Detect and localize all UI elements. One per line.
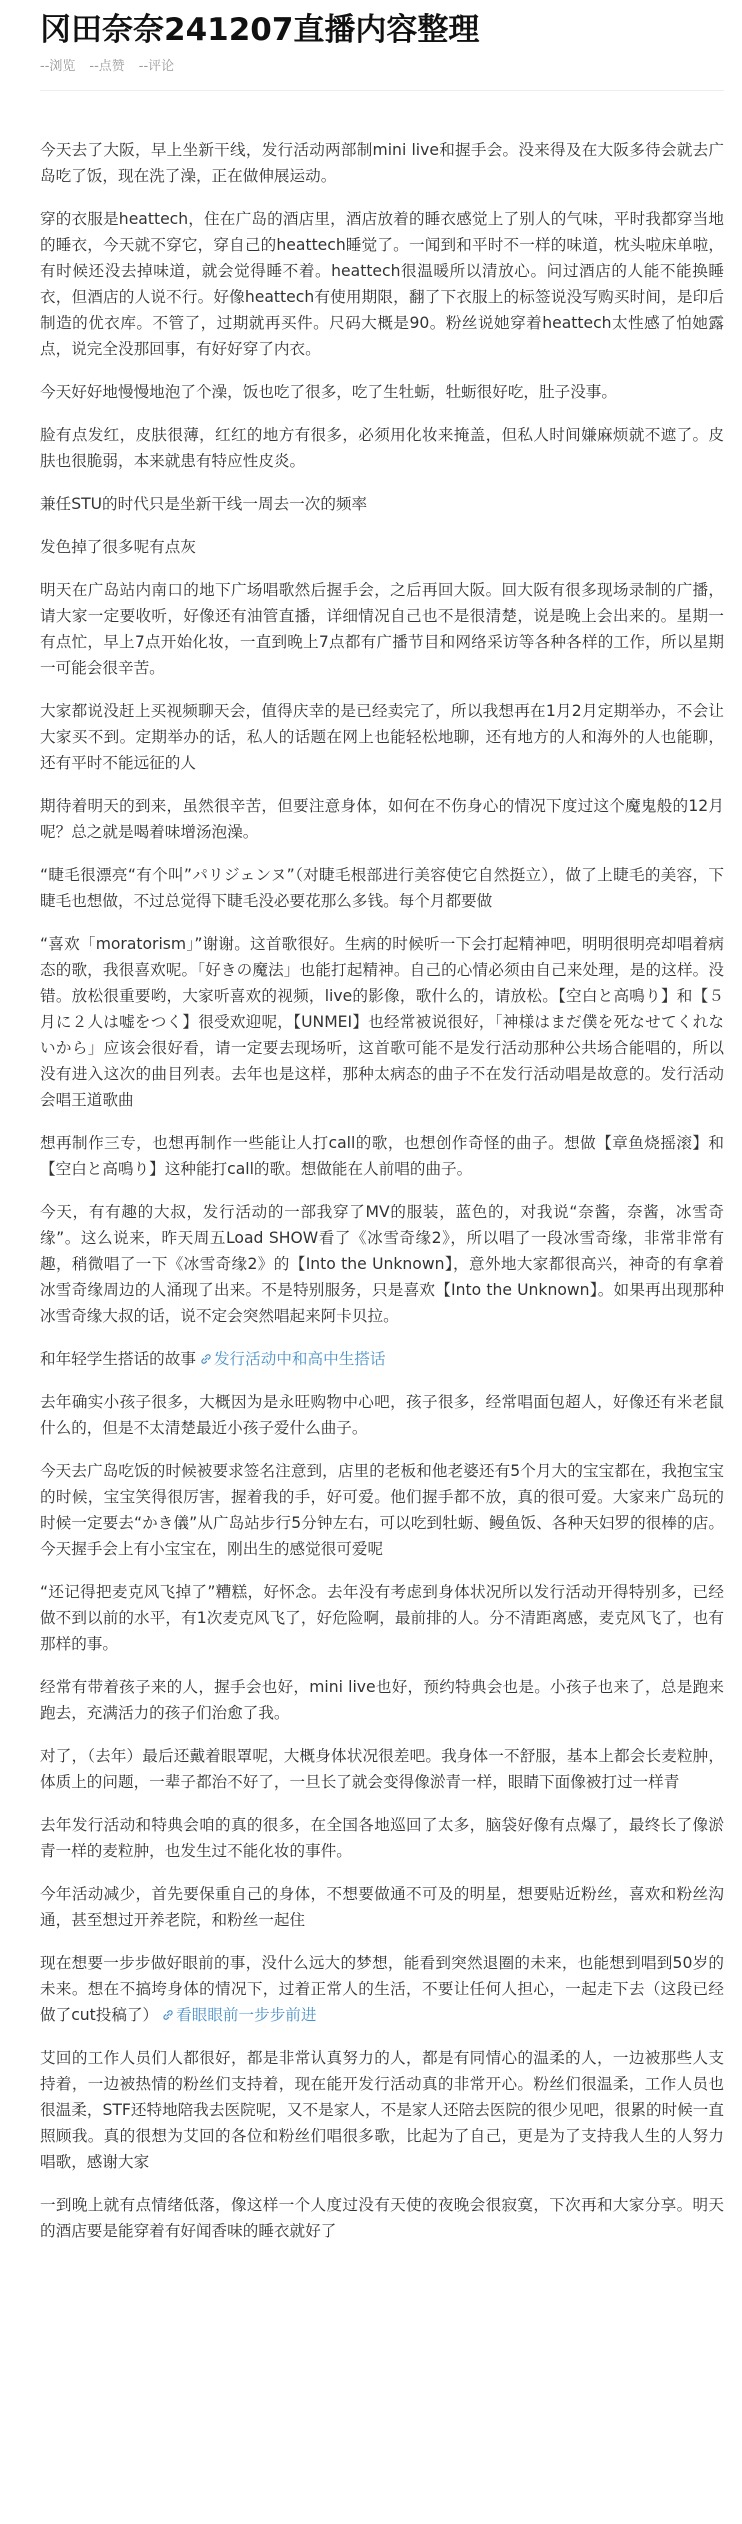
likes-count: --点赞: [89, 59, 125, 74]
article-paragraph: 经常有带着孩子来的人，握手会也好，mini live也好，预约特典会也是。小孩子也来了，总是跑来跑去，充满活力的孩子们治愈了我。: [40, 1678, 724, 1722]
link-icon: [162, 2009, 174, 2021]
article-paragraph: 明天在广岛站内南口的地下广场唱歌然后握手会，之后再回大阪。回大阪有很多现场录制的广播，请大家一定要收听，好像还有油管直播，详细情况自己也不是很清楚，说是晚上会出来的。星期一有点忙，早上7点开始化妆，一直到晚上7点都有广播节目和网络采访等各种各样的工作，所以星期一可能会很辛苦。: [40, 581, 724, 677]
article-paragraph: [40, 1346, 724, 1372]
article-paragraph: 脸有点发红，皮肤很薄，红红的地方有很多，必须用化妆来掩盖，但私人时间嫌麻烦就不遮了。皮肤也很脆弱，本来就患有特应性皮炎。: [40, 426, 724, 470]
article-paragraph: 兼任STU的时代只是坐新干线一周去一次的频率: [40, 495, 368, 513]
article-paragraph: 今天，有有趣的大叔，发行活动的一部我穿了MV的服装，蓝色的，对我说“奈酱，奈酱，冰雪奇缘”。这么说来，昨天周五Load SHOW看了《冰雪奇缘2》，所以唱了一段冰雪奇缘，非常非常有趣，稍微唱了一下《冰雪奇缘2》的【Into the Unknown】，意外地大家都很高兴，神奇的有拿着冰雪奇缘周边的人涌现了出来。不是特别服务，只是喜欢【Into the Unknown】。如果再出现那种冰雪奇缘大叔的话，说不定会突然唱起来阿卡贝拉。: [40, 1203, 724, 1325]
article-paragraph: 对了，（去年）最后还戴着眼罩呢，大概身体状况很差吧。我身体一不舒服，基本上都会长麦粒肿，体质上的问题，一辈子都治不好了，一旦长了就会变得像淤青一样，眼睛下面像被打过一样青: [40, 1747, 724, 1791]
paragraph-text: 现在想要一步步做好眼前的事，没什么远大的梦想，能看到突然退圈的未来，也能想到唱到50岁的未来。想在不搞垮身体的情况下，过着正常人的生活，不要让任何人担心，一起走下去（这段已经做了cut投稿了）: [40, 1954, 724, 2024]
article-paragraph: 期待着明天的到来，虽然很辛苦，但要注意身体，如何在不伤身心的情况下度过这个魔鬼般的12月呢？总之就是喝着味增汤泡澡。: [40, 797, 724, 841]
inline-link[interactable]: [196, 1350, 386, 1368]
article-paragraph: 一到晚上就有点情绪低落，像这样一个人度过没有天使的夜晚会很寂寞，下次再和大家分享。明天的酒店要是能穿着有好闻香味的睡衣就好了: [40, 2196, 724, 2240]
article-paragraph: “还记得把麦克风飞掉了”糟糕，好怀念。去年没有考虑到身体状况所以发行活动开得特别多，已经做不到以前的水平，有1次麦克风飞了，好危险啊，最前排的人。分不清距离感，麦克风飞了，也有那样的事。: [40, 1583, 724, 1653]
article-meta: [40, 58, 724, 76]
inline-link-label: 发行活动中和高中生搭话: [213, 1350, 386, 1368]
link-icon: [200, 1353, 212, 1365]
article-paragraph: 今天好好地慢慢地泡了个澡，饭也吃了很多，吃了生牡蛎，牡蛎很好吃，肚子没事。: [40, 383, 617, 401]
article-paragraph: [40, 1950, 724, 2028]
article-paragraph: 艾回的工作人员们人都很好，都是非常认真努力的人，都是有同情心的温柔的人，一边被那些人支持着，一边被热情的粉丝们支持着，现在能开发行活动真的非常开心。粉丝们很温柔，工作人员也很温柔，STF还特地陪我去医院呢，又不是家人，不是家人还陪去医院的很少见吧，很累的时候一直照顾我。真的很想为艾回的各位和粉丝们唱很多歌，比起为了自己，更是为了支持我人生的人努力唱歌，感谢大家: [40, 2049, 724, 2171]
article-paragraph: 发色掉了很多呢有点灰: [40, 538, 196, 556]
article-paragraph: 今年活动减少，首先要保重自己的身体，不想要做通不可及的明星，想要贴近粉丝，喜欢和粉丝沟通，甚至想过开养老院，和粉丝一起住: [40, 1885, 724, 1929]
comments-count: --评论: [138, 59, 175, 74]
page-title: 冈田奈奈241207直播内容整理: [40, 12, 480, 48]
article-paragraph: 去年发行活动和特典会咱的真的很多，在全国各地巡回了太多，脑袋好像有点爆了，最终长了像淤青一样的麦粒肿，也发生过不能化妆的事件。: [40, 1816, 724, 1860]
article-paragraph: “睫毛很漂亮“有个叫”パリジェンヌ”（对睫毛根部进行美容使它自然挺立），做了上睫毛的美容，下睫毛也想做，不过总觉得下睫毛没必要花那么多钱。每个月都要做: [40, 866, 724, 910]
article-paragraph: 想再制作三专，也想再制作一些能让人打call的歌，也想创作奇怪的曲子。想做【章鱼烧摇滚】和【空白と高鳴り】这种能打call的歌。想做能在人前唱的曲子。: [40, 1134, 724, 1178]
paragraph-text: 和年轻学生搭话的故事: [40, 1350, 196, 1368]
article-paragraph: “喜欢「moratorism」”谢谢。这首歌很好。生病的时候听一下会打起精神吧，明明很明亮却唱着病态的歌，我很喜欢呢。「好きの魔法」也能打起精神。自己的心情必须由自己来处理，是的这样。没错。放松很重要哟，大家听喜欢的视频，live的影像，歌什么的，请放松。【空白と高鳴り】和【５月に２人は嘘をつく】很受欢迎呢，【UNMEI】也经常被说很好，「神様はまだ僕を死なせてくれないから」应该会很好看，请一定要去现场听，这首歌可能不是发行活动那种公共场合能唱的，所以没有进入这次的曲目列表。去年也是这样，那种太病态的曲子不在发行活动唱是故意的。发行活动会唱王道歌曲: [40, 935, 724, 1109]
article-paragraph: 今天去广岛吃饭的时候被要求签名注意到，店里的老板和他老婆还有5个月大的宝宝都在，我抱宝宝的时候，宝宝笑得很厉害，握着我的手，好可爱。他们握手都不放，真的很可爱。大家来广岛玩的时候一定要去“かき儀”从广岛站步行5分钟左右，可以吃到牡蛎、鳗鱼饭、各种天妇罗的很棒的店。今天握手会上有小宝宝在，刚出生的感觉很可爱呢: [40, 1462, 724, 1558]
title-divider: [40, 90, 724, 91]
article-paragraph: 去年确实小孩子很多，大概因为是永旺购物中心吧，孩子很多，经常唱面包超人，好像还有米老鼠什么的，但是不太清楚最近小孩子爱什么曲子。: [40, 1393, 724, 1437]
article-body: [40, 137, 724, 2244]
article-paragraph: 穿的衣服是heattech，住在广岛的酒店里，酒店放着的睡衣感觉上了别人的气味，平时我都穿当地的睡衣，今天就不穿它，穿自己的heattech睡觉了。一闻到和平时不一样的味道，枕头啦床单啦，有时候还没去掉味道，就会觉得睡不着。heattech很温暖所以清放心。问过酒店的人能不能换睡衣，但酒店的人说不行。好像heattech有使用期限，翻了下衣服上的标签说没写购买时间，是印后制造的优衣库。不管了，过期就再买件。尺码大概是90。粉丝说她穿着heattech太性感了怕她露点，说完全没那回事，有好好穿了内衣。: [40, 210, 724, 358]
article-paragraph: 大家都说没赶上买视频聊天会，值得庆幸的是已经卖完了，所以我想再在1月2月定期举办，不会让大家买不到。定期举办的话，私人的话题在网上也能轻松地聊，还有地方的人和海外的人也能聊，还有平时不能远征的人: [40, 702, 724, 772]
inline-link[interactable]: [158, 2006, 316, 2024]
views-count: --浏览: [40, 59, 76, 74]
inline-link-label: 看眼眼前一步步前进: [176, 2006, 317, 2024]
article-paragraph: 今天去了大阪，早上坐新干线，发行活动两部制mini live和握手会。没来得及在大阪多待会就去广岛吃了饭，现在洗了澡，正在做伸展运动。: [40, 141, 724, 185]
